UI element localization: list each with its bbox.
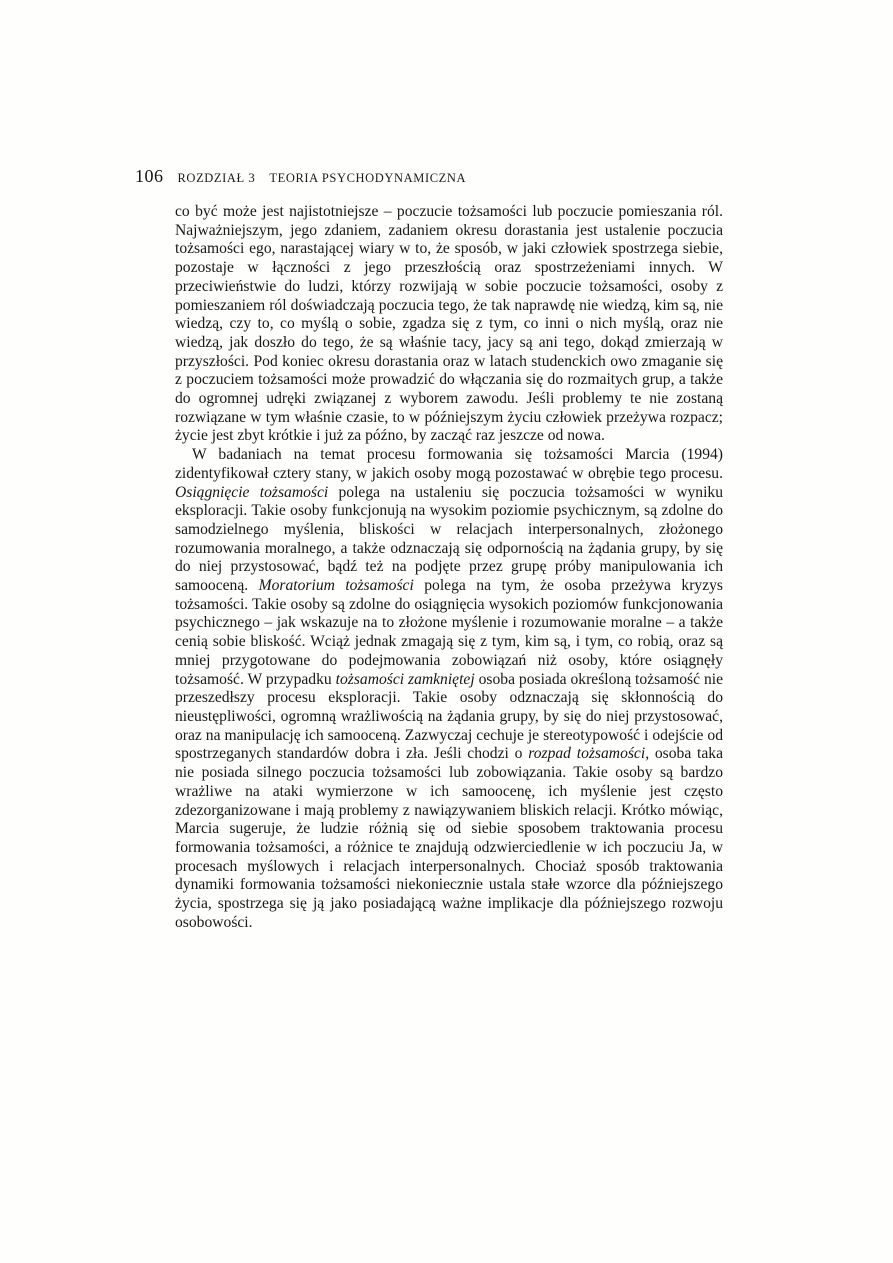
chapter-label: ROZDZIAŁ 3: [177, 171, 256, 185]
italic-term: tożsamości zamkniętej: [335, 670, 475, 688]
text-run: W badaniach na temat procesu formowania się tożsamości Marcia (1994) zidentyfikował cztery stany, w jakich osoby mogą pozostawać w obrębie tego procesu.: [175, 446, 723, 482]
italic-term: rozpad tożsamości: [528, 745, 646, 763]
paragraph-identity-role-confusion: [175, 203, 723, 446]
italic-term: Osiągnięcie tożsamości: [175, 483, 329, 501]
text-run: , osoba taka nie posiada silnego poczucia tożsamości lub zobowiązania. Takie osoby są bardzo wrażliwe na ataki wymierzone w ich samoocenę, ich myślenie jest często zdezorganizowane i mają problemy z nawiązywaniem bliskich relacji. Krótko mówiąc, Marcia sugeruje, że ludzie różnią się od siebie sposobem traktowania procesu formowania tożsamości, a różnice te znajdują odzwierciedlenie w ich poczuciu Ja, w procesach myślowych i relacjach interpersonalnych. Chociaż sposób traktowania dynamiki formowania tożsamości niekoniecznie ustala stałe wzorce dla późniejszego życia, spostrzega się ją jako posiadającą ważne implikacje dla późniejszego rozwoju osobowości.: [175, 745, 723, 931]
italic-term: Moratorium tożsamości: [258, 577, 414, 595]
chapter-title: TEORIA PSYCHODYNAMICZNA: [269, 171, 467, 185]
text-run: polega na tym, że osoba przeżywa kryzys tożsamości. Takie osoby są zdolne do osiągnięcia wysokich poziomów funkcjonowania psychicznego – jak wskazuje na to złożone myślenie i rozumowanie moralne – a także cenią sobie bliskość. Wciąż jednak zmagają się z tym, kim są, i tym, co robią, oraz są mniej przygotowane do podejmowania zobowiązań niż osoby, które osiągnęły tożsamość. W przypadku: [175, 577, 723, 688]
running-header: [135, 166, 466, 187]
text-run: polega na ustaleniu się poczucia tożsamości w wyniku eksploracji. Takie osoby funkcjonują na wysokim poziomie psychicznym, są zdolne do samodzielnego myślenia, bliskości w relacjach interpersonalnych, złożonego rozumowania moralnego, a także odznaczają się odpornością na żądania grupy, by się do niej przystosować, bądź też na podjęte przez grupę próby manipulowania ich samooceną.: [175, 483, 723, 595]
body-text-block: [175, 203, 723, 932]
page-number: 106: [135, 166, 164, 186]
paragraph-marcia-identity-statuses: [175, 446, 723, 932]
text-run: co być może jest najistotniejsze – poczucie tożsamości lub poczucie pomieszania ról. Najważniejszym, jego zdaniem, zadaniem okresu dorastania jest ustalenie poczucia tożsamości ego, narastającej wiary w to, że sposób, w jaki człowiek spostrzega siebie, pozostaje w łączności z jego przeszłością oraz spostrzeżeniami innych. W przeciwieństwie do ludzi, którzy rozwijają w sobie poczucie tożsamości, osoby z pomieszaniem ról doświadczają poczucia tego, że tak naprawdę nie wiedzą, kim są, nie wiedzą, czy to, co myślą o sobie, zgadza się z tym, co inni o nich myślą, oraz nie wiedzą, jak doszło do tego, że są właśnie tacy, jacy są ani tego, dokąd zmierzają w przyszłości. Pod koniec okresu dorastania oraz w latach studenckich owo zmaganie się z poczuciem tożsamości może prowadzić do włączania się do rozmaitych grup, a także do ogromnej udręki związanej z wyborem zawodu. Jeśli problemy te nie zostaną rozwiązane w tym właśnie czasie, to w późniejszym życiu człowiek przeżywa rozpacz; życie jest zbyt krótkie i już za późno, by zacząć raz jeszcze od nowa.: [175, 203, 723, 445]
text-run: osoba posiada określoną tożsamość nie przeszedłszy procesu eksploracji. Takie osoby odznaczają się skłonnością do nieustępliwości, ogromną wrażliwością na żądania grupy, by się do niej przystosować, oraz na manipulację ich samooceną. Zazwyczaj cechuje je stereotypowość i odejście od spostrzeganych standardów dobra i zła. Jeśli chodzi o: [175, 670, 723, 763]
